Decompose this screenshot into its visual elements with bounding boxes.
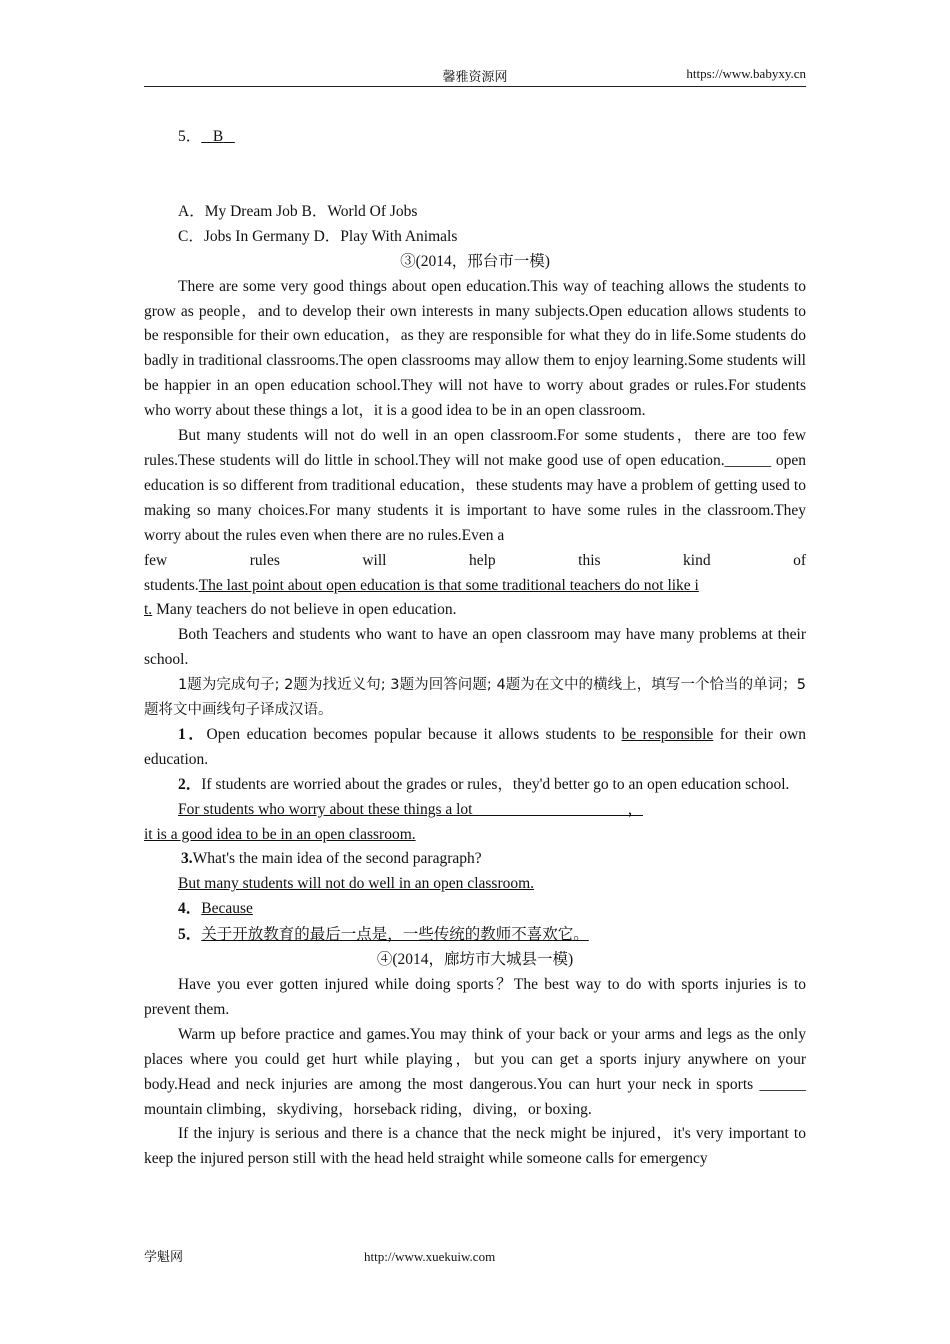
- passage-source: ④(2014，廊坊市大城县一模): [376, 951, 574, 969]
- answer: it is a good idea to be in an open classroom.: [144, 825, 416, 843]
- question-3: [144, 847, 806, 872]
- question-4: [144, 897, 806, 922]
- q5-number: 5．: [178, 128, 202, 145]
- document-body: [144, 125, 806, 1172]
- passage-paragraph: Both Teachers and students who want to have an open classroom may have many problems at their school.: [144, 626, 806, 669]
- passage-paragraph-line: [144, 598, 806, 623]
- option-line: A．My Dream Job B．World Of Jobs: [178, 202, 418, 220]
- instructions: 1题为完成句子; 2题为找近义句; 3题为回答问题; 4题为在文中的横线上，填写一个恰当的单词；5题将文中画线句子译成汉语。: [144, 677, 806, 719]
- spacer: [144, 150, 806, 200]
- q5-answer-line: [144, 125, 806, 150]
- page-header: [144, 66, 806, 87]
- text-fragment: students.: [144, 576, 199, 594]
- question-text: If students are worried about the grades or rules，they'd better go to an open education school.: [201, 775, 790, 793]
- question-number: 3.: [181, 850, 193, 868]
- question-number: 1．: [178, 725, 207, 743]
- passage-paragraph: Have you ever gotten injured while doing sports？The best way to do with sports injuries is to prevent them.: [144, 976, 806, 1018]
- answer: For students who worry about these things a lot ，: [178, 800, 643, 818]
- passage-paragraph: There are some very good things about open education.This way of teaching allows the students to grow as people，and to develop their own interests in many subjects.Open education allows students to be responsible for their own education，as they are responsible for what they do in life.Some students do badly in traditional classrooms.The open classrooms may allow them to enjoy learning.Some students will be happier in an open education school.They will not have to worry about grades or rules.For students who worry about these things a lot，it is a good idea to be in an open classroom.: [144, 277, 806, 420]
- footer-url[interactable]: http://www.xuekuiw.com: [364, 1249, 496, 1264]
- answer: 关于开放教育的最后一点是，一些传统的教师不喜欢它。: [201, 925, 589, 944]
- passage-paragraph-line: [144, 574, 806, 599]
- underlined-sentence: The last point about open education is that some traditional teachers do not like i: [198, 576, 699, 594]
- footer-site-name: 学魁网: [144, 1250, 184, 1265]
- question-5: [144, 922, 806, 948]
- answer: Because: [201, 900, 253, 918]
- question-text: for their own education.: [144, 725, 806, 768]
- question-text: What's the main idea of the second paragraph?: [192, 850, 482, 868]
- passage-paragraph: Warm up before practice and games.You may think of your back or your arms and legs as the only places where you could get hurt while playing，but you can get a sports injury anywhere on your body.Head and neck injuries are among the most dangerous.You can hurt your neck in sports ______ mountain climbing，skydiving，horseback riding，diving，or boxing.: [144, 1025, 806, 1118]
- underlined-sentence-end: t.: [144, 601, 153, 619]
- question-number: 4．: [178, 900, 202, 918]
- text-fragment: Many teachers do not believe in open education.: [152, 601, 457, 619]
- answer: be responsible: [621, 725, 714, 743]
- option-line: C．Jobs In Germany D．Play With Animals: [178, 227, 458, 245]
- passage-paragraph: But many students will not do well in an open classroom.For some students，there are too few rules.These students will do little in school.They will not make good use of open education.______ open education is so different from traditional education，these students may have a problem of getting used to making so many choices.For many students it is important to have some rules in the classroom.They worry about the rules even when there are no rules.Even a: [144, 427, 806, 544]
- passage-paragraph: If the injury is serious and there is a chance that the neck might be injured，it's very important to keep the injured person still with the head held straight while someone calls for emergency: [144, 1125, 806, 1168]
- page-footer: [144, 1246, 495, 1265]
- q5-answer: B: [212, 128, 224, 145]
- question-text: Open education becomes popular because it allows students to: [206, 725, 622, 743]
- question-1: [144, 723, 806, 773]
- passage-paragraph-spread-line: few rules will help this kind of: [144, 551, 806, 569]
- header-site-name: 馨雅资源网: [442, 70, 508, 85]
- header-url[interactable]: https://www.babyxy.cn: [686, 66, 806, 81]
- question-2: [144, 773, 806, 798]
- question-number: 5．: [178, 926, 202, 944]
- passage-source: ③(2014，邢台市一模): [400, 252, 550, 270]
- answer: But many students will not do well in an open classroom.: [178, 875, 535, 893]
- question-number: 2．: [178, 775, 202, 793]
